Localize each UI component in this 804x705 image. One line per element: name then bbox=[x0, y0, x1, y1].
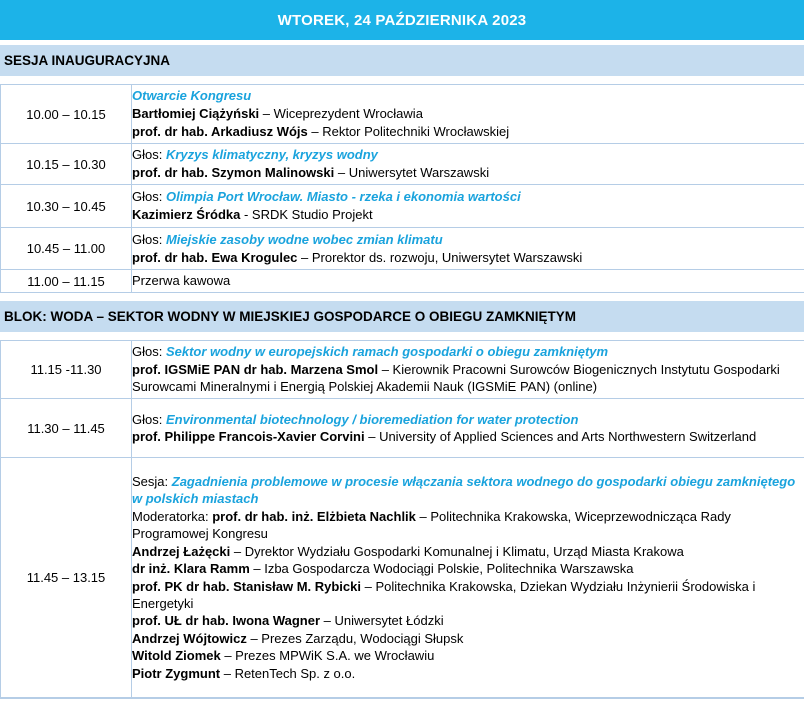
speaker-role: – Uniwersytet Warszawski bbox=[334, 165, 490, 180]
session-title: Sektor wodny w europejskich ramach gospodarki o obiegu zamkniętym bbox=[165, 344, 609, 360]
session-title: Environmental biotechnology / bioremediation for water protection bbox=[165, 411, 579, 427]
session-title: Olimpia Port Wrocław. Miasto - rzeka i ekonomia wartości bbox=[165, 189, 521, 204]
session-prefix: Głos: bbox=[132, 189, 166, 204]
time-slot: 11.15 -11.30 bbox=[1, 341, 132, 399]
speaker-role: – RetenTech Sp. z o.o. bbox=[220, 665, 356, 681]
speaker-name: prof. dr hab. Szymon Malinowski bbox=[132, 165, 335, 180]
speaker-name: Witold Ziomek bbox=[132, 648, 221, 664]
speaker bbox=[132, 647, 804, 664]
speaker-role: – Prezes Zarządu, Wodociągi Słupsk bbox=[246, 630, 464, 646]
speaker bbox=[132, 249, 804, 267]
session-title: Kryzys klimatyczny, kryzys wodny bbox=[165, 147, 378, 162]
speaker-role: – Prezes MPWiK S.A. we Wrocławiu bbox=[220, 648, 435, 664]
speaker bbox=[132, 543, 804, 560]
time-slot: 11.00 – 11.15 bbox=[1, 270, 132, 293]
speaker-role: – Politechnika Krakowska, Wiceprzewodnicząca Rady Programowej Kongresu bbox=[132, 508, 731, 542]
speaker-name: prof. Philippe Francois-Xavier Corvini bbox=[132, 429, 365, 444]
session-details bbox=[132, 458, 804, 698]
schedule-table-water-block bbox=[0, 340, 804, 698]
session-prefix: Głos: bbox=[132, 411, 166, 427]
schedule-row bbox=[1, 341, 804, 399]
speaker bbox=[132, 428, 804, 445]
session-details bbox=[132, 341, 804, 399]
speaker bbox=[132, 164, 804, 182]
speaker-name: Bartłomiej Ciążyński bbox=[132, 106, 260, 121]
session-prefix: Głos: bbox=[132, 344, 166, 360]
schedule-row bbox=[1, 85, 804, 144]
speaker-name: Kazimierz Śródka bbox=[132, 207, 241, 222]
schedule-table-inauguration bbox=[0, 84, 804, 293]
time-slot: 10.45 – 11.00 bbox=[1, 228, 132, 270]
speaker-role: – University of Applied Sciences and Arts Northwestern Switzerland bbox=[364, 429, 757, 444]
session-prefix: Głos: bbox=[132, 147, 166, 162]
session-details bbox=[132, 85, 804, 144]
session-details bbox=[132, 144, 804, 185]
schedule-row bbox=[1, 228, 804, 270]
day-header: WTOREK, 24 PAŹDZIERNIKA 2023 bbox=[0, 0, 804, 40]
time-slot: 10.30 – 10.45 bbox=[1, 185, 132, 228]
speaker-name: prof. dr hab. Ewa Krogulec bbox=[132, 249, 298, 265]
session-prefix: Sesja: bbox=[132, 474, 172, 490]
section-header-water-block: BLOK: WODA – SEKTOR WODNY W MIEJSKIEJ GOSPODARCE O OBIEGU ZAMKNIĘTYM bbox=[0, 301, 804, 332]
speaker-name: prof. dr hab. Arkadiusz Wójs bbox=[132, 124, 308, 139]
speaker-role: – Dyrektor Wydziału Gospodarki Komunalnej i Klimatu, Urząd Miasta Krakowa bbox=[230, 543, 684, 559]
speaker-name: prof. UŁ dr hab. Iwona Wagner bbox=[132, 613, 321, 629]
speaker-role: – Wiceprezydent Wrocławia bbox=[259, 106, 423, 121]
speaker-name: Andrzej Łażęcki bbox=[132, 543, 231, 559]
schedule-row bbox=[1, 399, 804, 458]
session-details bbox=[132, 185, 804, 228]
speaker-role: – Uniwersytet Łódzki bbox=[320, 613, 444, 629]
speaker-name: prof. dr hab. inż. Elżbieta Nachlik bbox=[212, 508, 416, 524]
speaker-role: – Izba Gospodarcza Wodociągi Polskie, Politechnika Warszawska bbox=[249, 561, 634, 577]
continuation-rule bbox=[0, 698, 804, 702]
speaker bbox=[132, 665, 804, 682]
schedule-row bbox=[1, 270, 804, 293]
speaker bbox=[132, 560, 804, 577]
session-prefix: Głos: bbox=[132, 231, 166, 247]
session-title: Zagadnienia problemowe w procesie włączania sektora wodnego do gospodarki obiegu zamkniętego w polskich miastach bbox=[132, 474, 796, 507]
time-slot: 11.45 – 13.15 bbox=[1, 458, 132, 698]
section-header-inauguration: SESJA INAUGURACYJNA bbox=[0, 45, 804, 76]
schedule-row bbox=[1, 144, 804, 185]
speaker-name: prof. PK dr hab. Stanisław M. Rybicki bbox=[132, 578, 361, 594]
time-slot: 10.00 – 10.15 bbox=[1, 85, 132, 144]
speaker-name: Andrzej Wójtowicz bbox=[132, 630, 247, 646]
schedule-row bbox=[1, 458, 804, 698]
speaker-role: – Kierownik Pracowni Surowców Biogenicznych Instytutu Gospodarki Surowcami Mineralnymi i Energią Polskiej Akademii Nauk (IGSMiE PAN) (online) bbox=[132, 361, 780, 395]
speaker-role: – Prorektor ds. rozwoju, Uniwersytet Warszawski bbox=[297, 249, 583, 265]
coffee-break: Przerwa kawowa bbox=[132, 270, 804, 293]
session-details bbox=[132, 399, 804, 458]
speaker bbox=[132, 612, 804, 629]
speaker bbox=[132, 630, 804, 647]
speaker-name: prof. IGSMiE PAN dr hab. Marzena Smol bbox=[132, 361, 379, 377]
speaker-name: Piotr Zygmunt bbox=[132, 665, 221, 681]
schedule-row bbox=[1, 185, 804, 228]
moderator-prefix: Moderatorka: bbox=[132, 508, 213, 524]
speaker bbox=[132, 206, 804, 224]
speaker bbox=[132, 578, 804, 613]
speaker bbox=[132, 361, 804, 396]
time-slot: 11.30 – 11.45 bbox=[1, 399, 132, 458]
session-title: Otwarcie Kongresu bbox=[132, 88, 252, 103]
session-title: Miejskie zasoby wodne wobec zmian klimatu bbox=[165, 231, 443, 247]
speaker bbox=[132, 123, 804, 141]
moderator bbox=[132, 508, 804, 543]
speaker-role: – Politechnika Krakowska, Dziekan Wydziału Inżynierii Środowiska i Energetyki bbox=[132, 578, 756, 611]
speaker-role: – Rektor Politechniki Wrocławskiej bbox=[307, 124, 510, 139]
speaker bbox=[132, 105, 804, 123]
speaker-role: - SRDK Studio Projekt bbox=[240, 207, 373, 222]
session-details bbox=[132, 228, 804, 270]
speaker-name: dr inż. Klara Ramm bbox=[132, 561, 250, 577]
time-slot: 10.15 – 10.30 bbox=[1, 144, 132, 185]
